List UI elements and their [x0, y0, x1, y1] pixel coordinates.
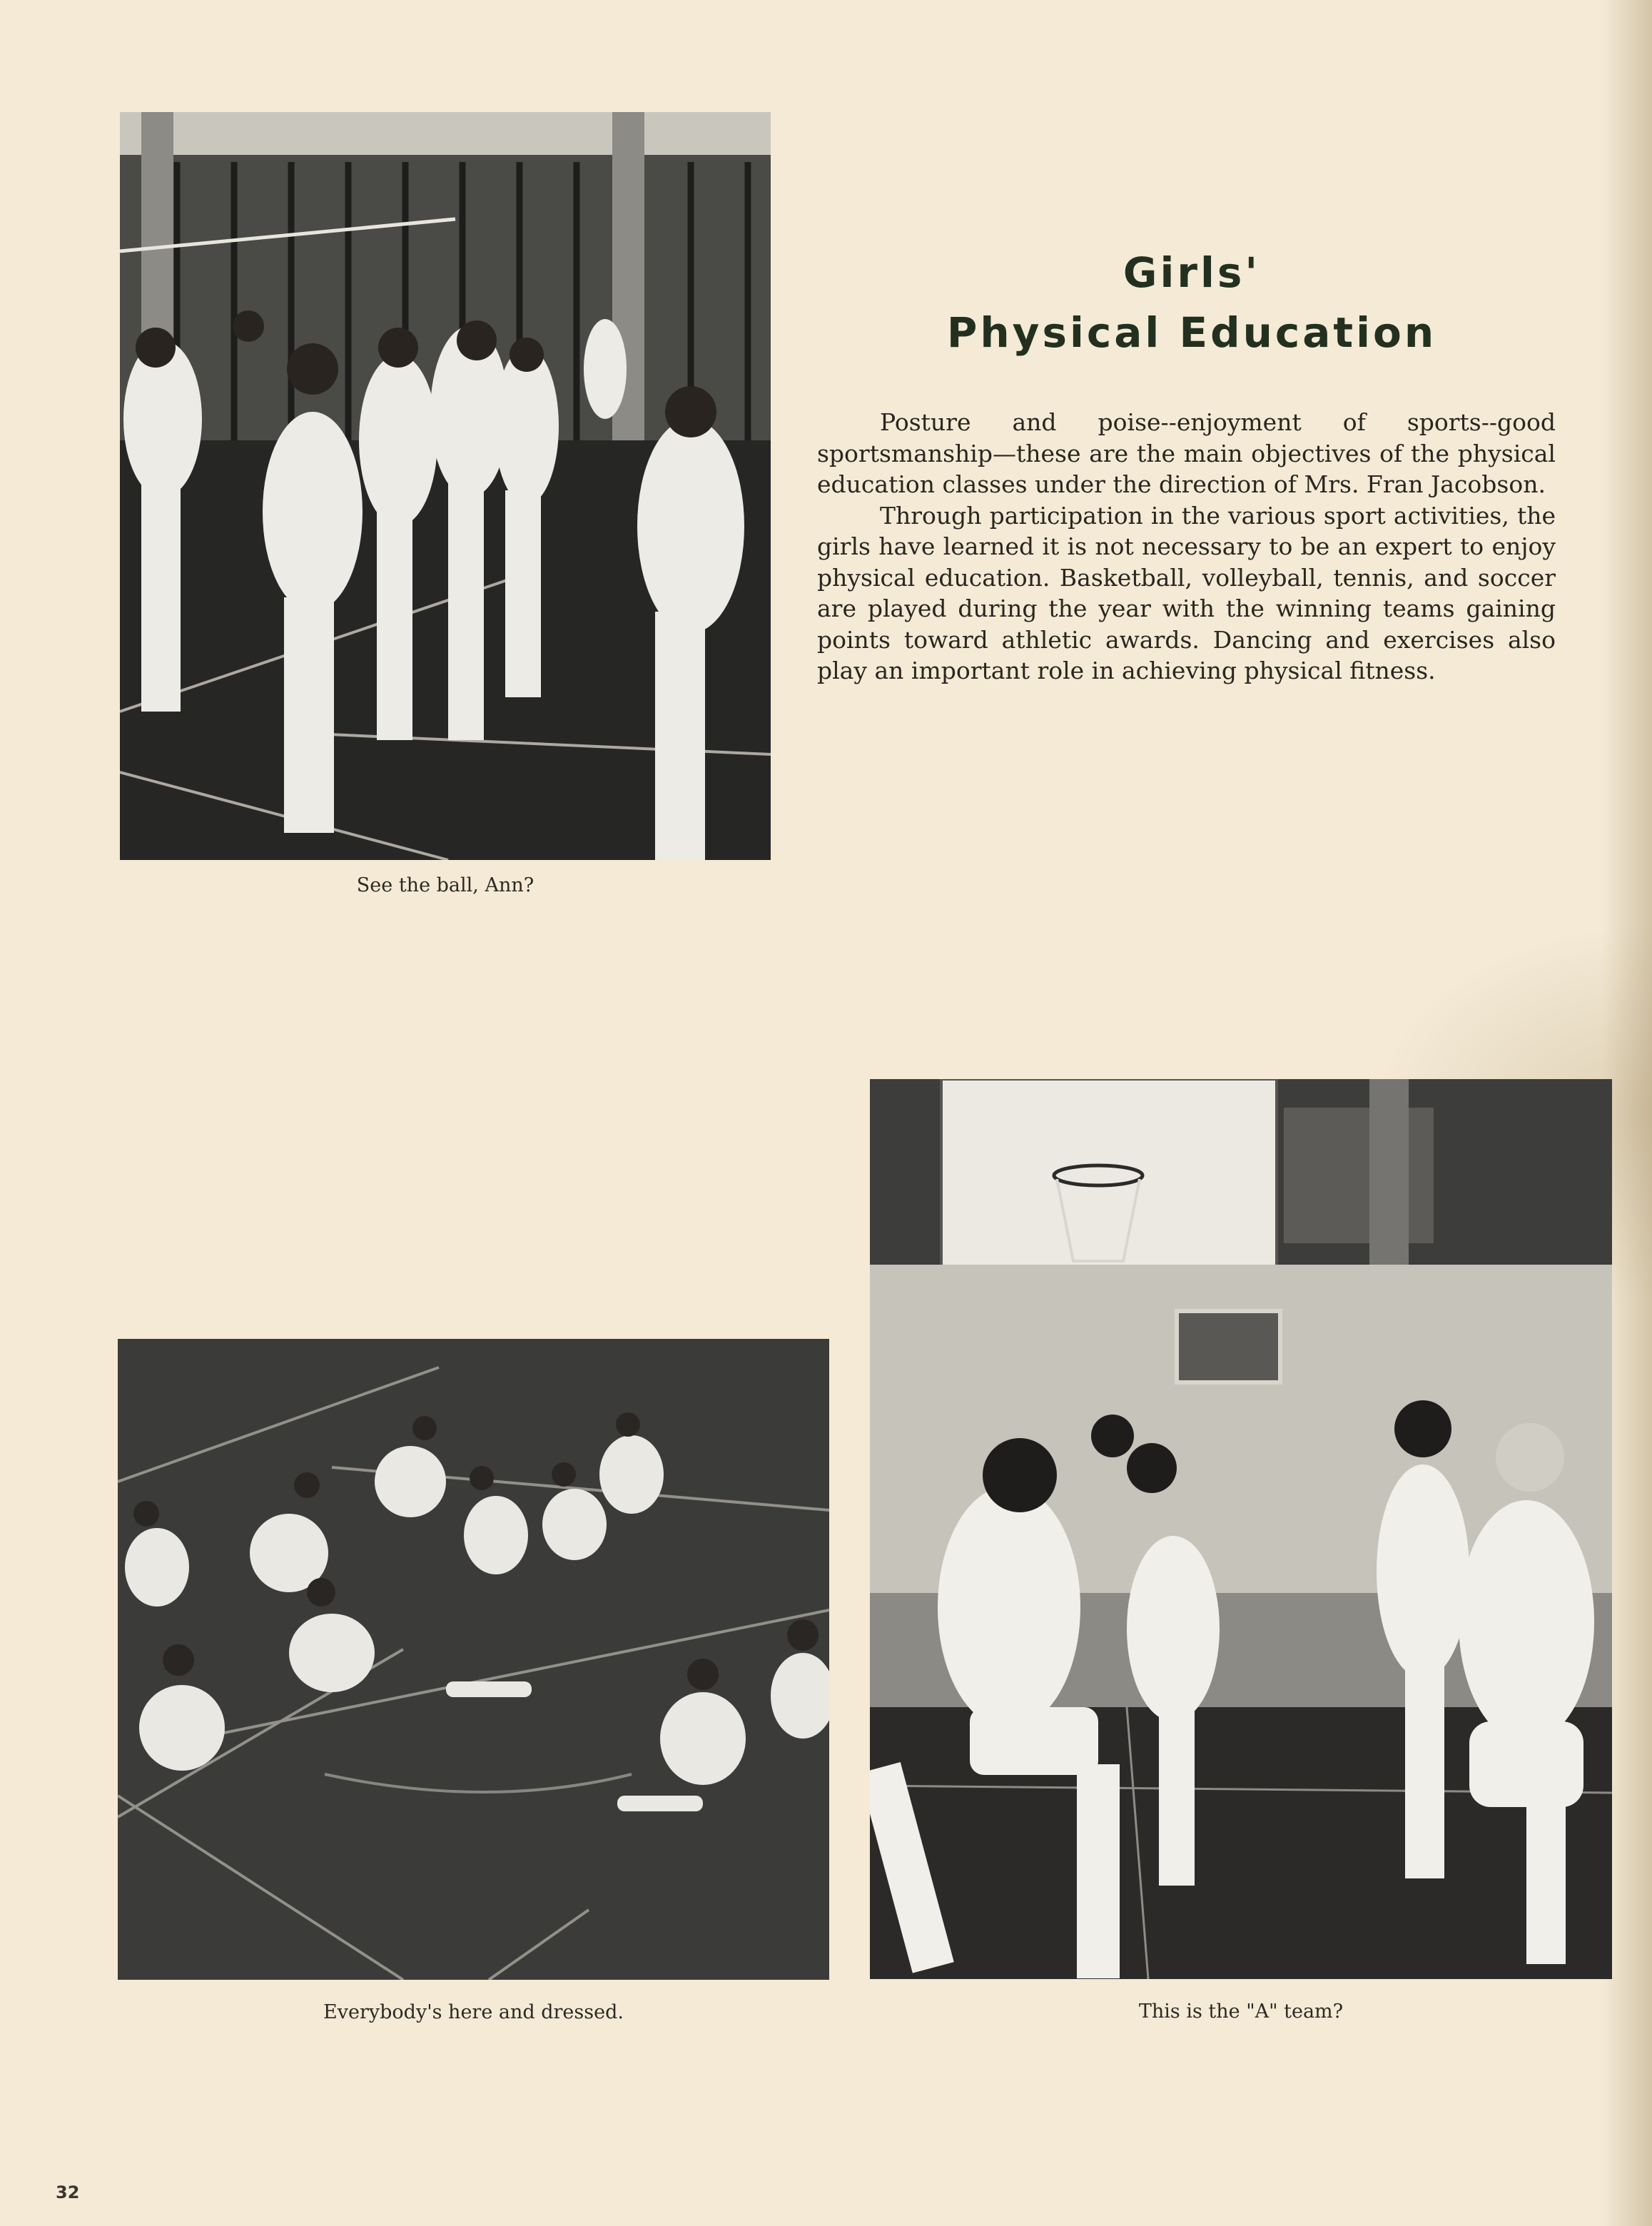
basketball-caption: This is the "A" team?	[1138, 2000, 1344, 2023]
paragraph-1: Posture and poise--enjoyment of sports--good sportsmanship—these are the main objectives of the physical education classes under the direction of Mrs. Fran Jacobson.	[817, 408, 1556, 498]
article-title	[821, 243, 1563, 363]
volleyball-caption: See the ball, Ann?	[356, 874, 534, 896]
title-line-2: Physical Education	[946, 308, 1437, 357]
volleyball-photo	[120, 112, 771, 860]
basketball-photo	[870, 1079, 1612, 1979]
page-number: 32	[56, 2182, 80, 2202]
seated-group-photo	[118, 1339, 829, 1980]
seated-group-caption: Everybody's here and dressed.	[323, 2001, 624, 2023]
article-body	[817, 407, 1556, 687]
title-line-1: Girls'	[1123, 248, 1261, 297]
paragraph-2: Through participation in the various sport activities, the girls have learned it is not necessary to be an expert to enjoy physical education. Basketball, volleyball, tennis, and soccer are played during the year with the winning teams gaining points toward athletic awards. Dancing and exercises also play an important role in achieving physical fitness.	[817, 501, 1556, 684]
